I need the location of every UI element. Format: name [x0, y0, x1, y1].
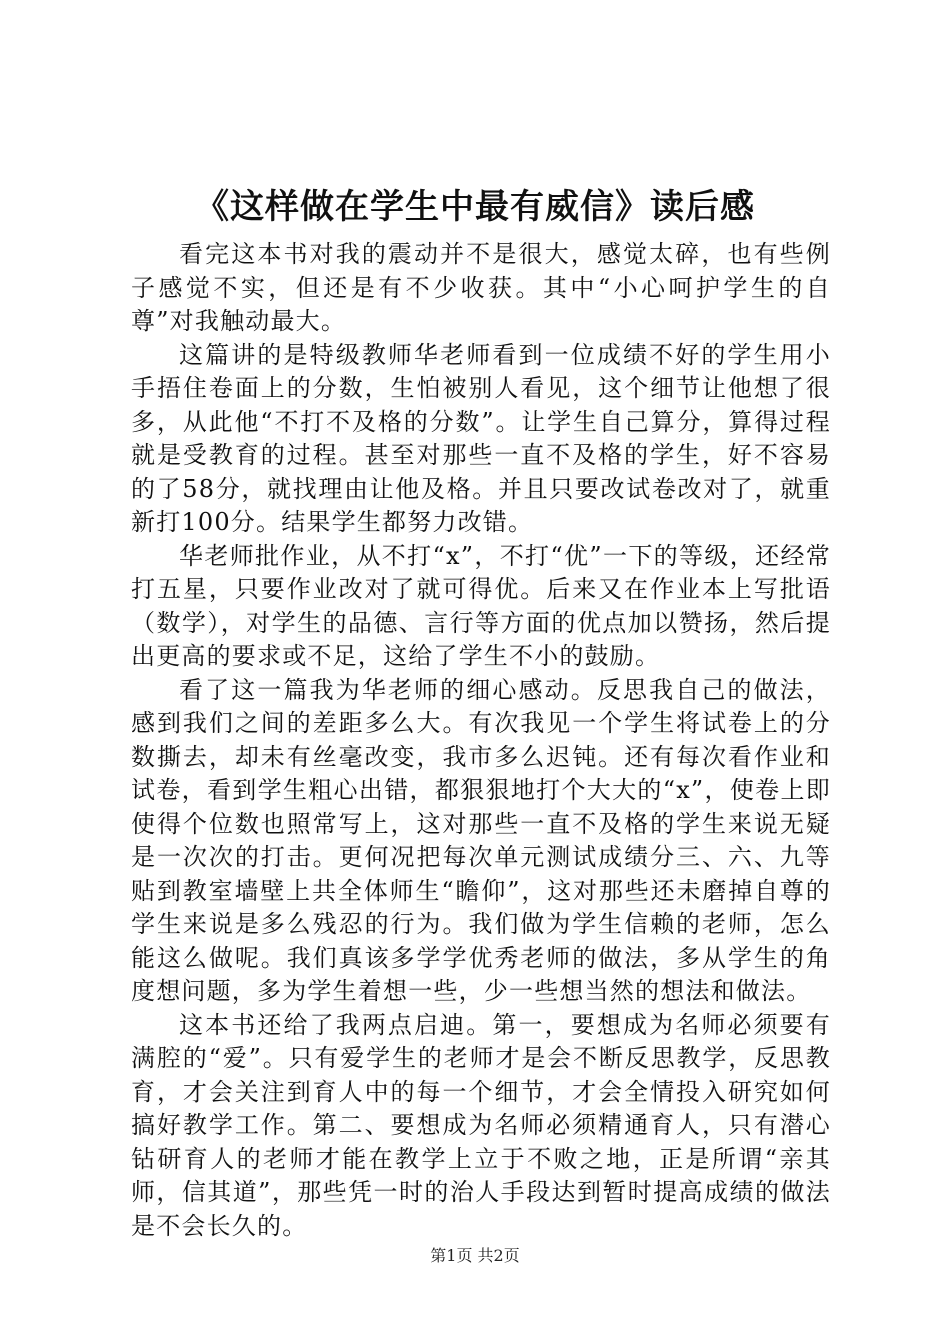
paragraph-3: 华老师批作业，从不打“x”，不打“优”一下的等级，还经常打五星，只要作业改对了就可得优。后来又在作业本上写批语（数学），对学生的品德、言行等方面的优点加以赞扬，然后提出更高的要求或不足，这给了学生不小的鼓励。 — [131, 541, 831, 670]
paragraph-2: 这篇讲的是特级教师华老师看到一位成绩不好的学生用小手捂住卷面上的分数，生怕被别人看见，这个细节让他想了很多，从此他“不打不及格的分数”。让学生自己算分，算得过程就是受教育的过程。甚至对那些一直不及格的学生，好不容易的了58分，就找理由让他及格。并且只要改试卷改对了，就重新打100分。结果学生都努力改错。 — [131, 340, 831, 536]
paragraph-4: 看了这一篇我为华老师的细心感动。反思我自己的做法，感到我们之间的差距多么大。有次我见一个学生将试卷上的分数撕去，却未有丝毫改变，我市多么迟钝。还有每次看作业和试卷，看到学生粗心出错，都狠狠地打个大大的“x”，使卷上即使得个位数也照常写上，这对那些一直不及格的学生来说无疑是一次次的打击。更何况把每次单元测试成绩分三、六、九等贴到教室墙壁上共全体师生“瞻仰”，这对那些还未磨掉自尊的学生来说是多么残忍的行为。我们做为学生信赖的老师，怎么能这么做呢。我们真该多学学优秀老师的做法，多从学生的角度想问题，多为学生着想一些，少一些想当然的想法和做法。 — [131, 675, 831, 1005]
paragraph-1: 看完这本书对我的震动并不是很大，感觉太碎，也有些例子感觉不实，但还是有不少收获。其中“小心呵护学生的自尊”对我触动最大。 — [131, 240, 831, 335]
document-title: 《这样做在学生中最有威信》读后感 — [195, 187, 755, 227]
paragraph-5: 这本书还给了我两点启迪。第一，要想成为名师必须要有满腔的“爱”。只有爱学生的老师才是会不断反思教学，反思教育，才会关注到育人中的每一个细节，才会全情投入研究如何搞好教学工作。第二、要想成为名师必须精通育人，只有潜心钻研育人的老师才能在教学上立于不败之地，正是所谓“亲其师，信其道”，那些凭一时的治人手段达到暂时提高成绩的做法是不会长久的。 — [131, 1010, 831, 1240]
page-footer: 第1页 共2页 — [430, 1246, 520, 1265]
document-body — [131, 238, 831, 1243]
